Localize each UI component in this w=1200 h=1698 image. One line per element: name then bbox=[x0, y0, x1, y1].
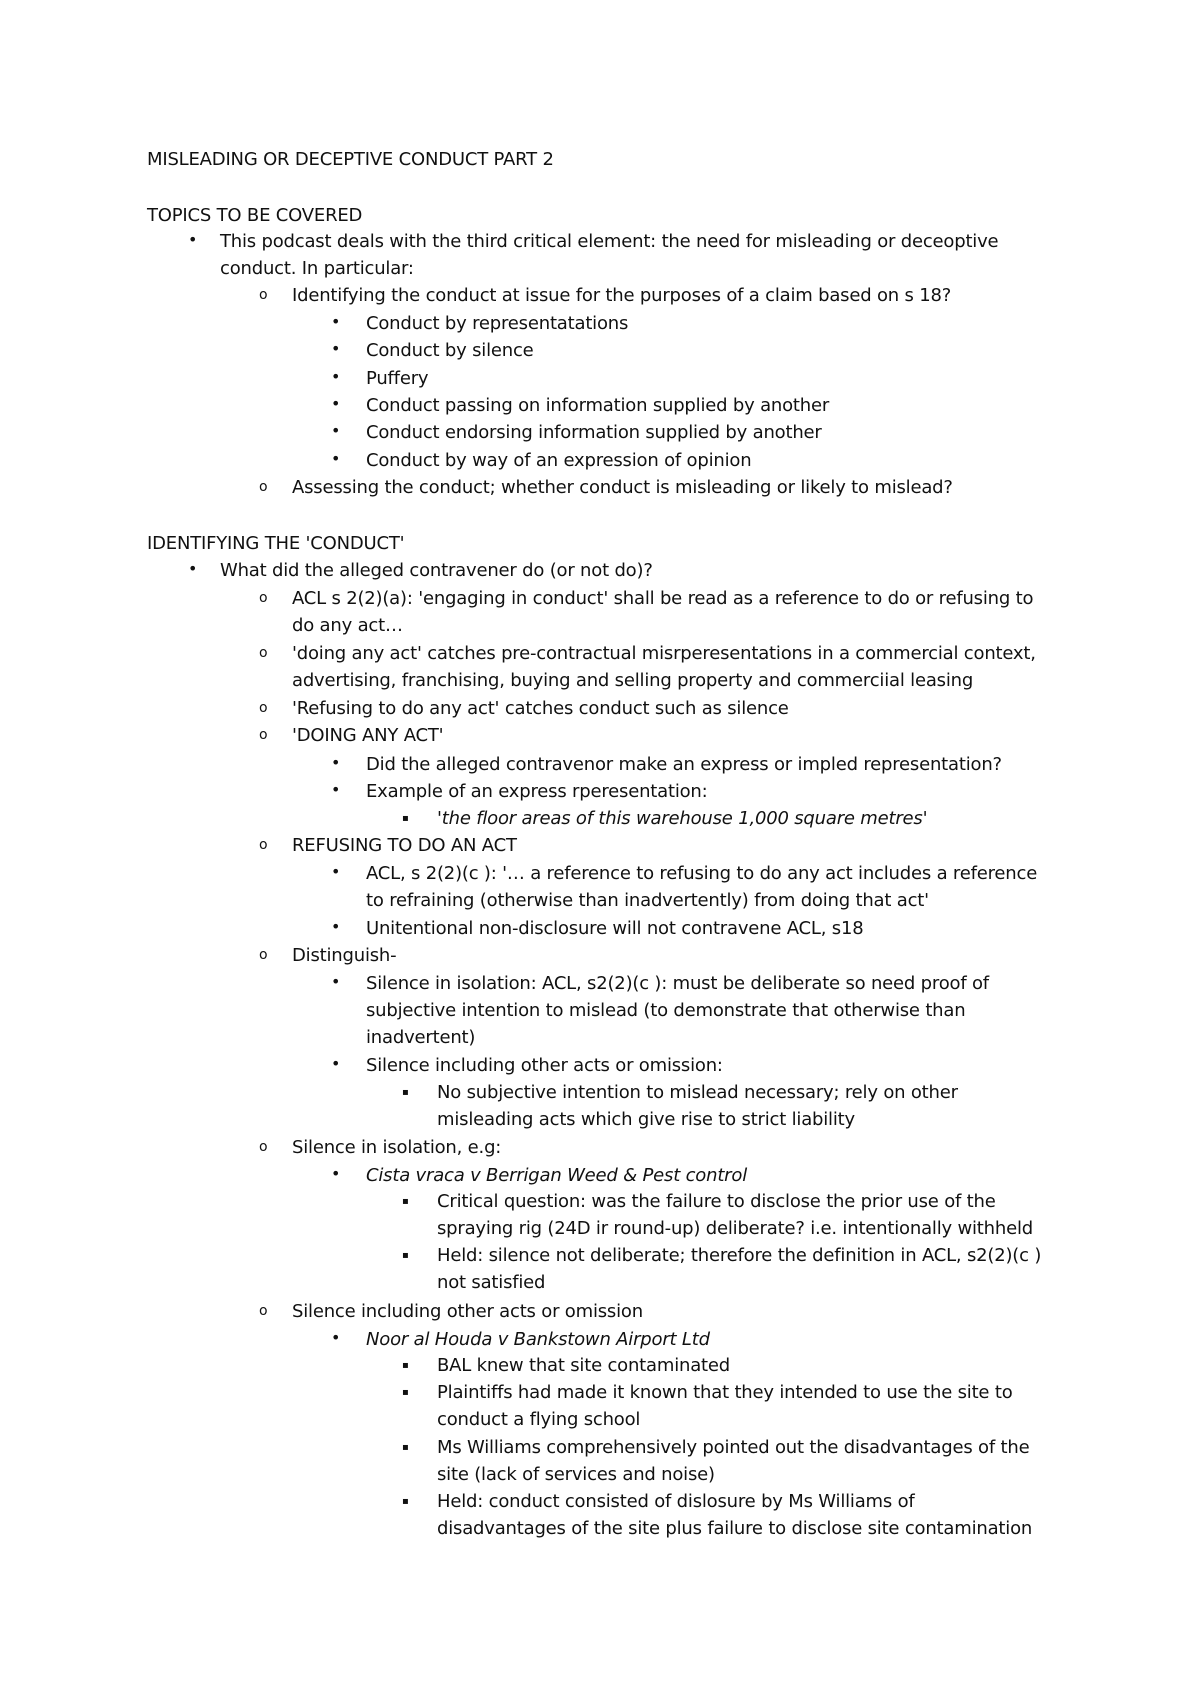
list-item-text: Conduct by way of an expression of opinion bbox=[366, 450, 752, 471]
list-item-text: Silence including other acts or omission: bbox=[366, 1055, 723, 1076]
bullet-circle: o bbox=[259, 1303, 268, 1319]
list-item-text: advertising, franchising, buying and selling property and commerciial leasing bbox=[292, 670, 974, 691]
bullet-dot: • bbox=[331, 1054, 341, 1073]
bullet-circle: o bbox=[259, 700, 268, 716]
list-item-text: 'DOING ANY ACT' bbox=[292, 725, 444, 746]
list-item-text: REFUSING TO DO AN ACT bbox=[292, 835, 517, 856]
bullet-circle: o bbox=[259, 837, 268, 853]
list-item-text: Puffery bbox=[366, 368, 429, 389]
list-item-text: Conduct by silence bbox=[366, 340, 534, 361]
bullet-dot: • bbox=[331, 367, 341, 386]
list-item-text: spraying rig (24D ir round-up) deliberate? i.e. intentionally withheld bbox=[437, 1218, 1033, 1239]
bullet-dot: • bbox=[331, 862, 341, 881]
bullet-dot: • bbox=[331, 780, 341, 799]
list-item-text: conduct a flying school bbox=[437, 1409, 641, 1430]
list-item-text: inadvertent) bbox=[366, 1027, 476, 1048]
bullet-dot: • bbox=[331, 972, 341, 991]
list-item-text: site (lack of services and noise) bbox=[437, 1464, 715, 1485]
list-item-text: Critical question: was the failure to disclose the prior use of the bbox=[437, 1191, 996, 1212]
bullet-dot: • bbox=[331, 1328, 341, 1347]
bullet-circle: o bbox=[259, 590, 268, 606]
list-item-text: Held: silence not deliberate; therefore the definition in ACL, s2(2)(c ) bbox=[437, 1245, 1042, 1266]
list-item-text: Silence in isolation, e.g: bbox=[292, 1137, 502, 1158]
list-item-text: ACL, s 2(2)(c ): '… a reference to refusing to do any act includes a reference bbox=[366, 863, 1038, 884]
list-item-text: not satisfied bbox=[437, 1272, 546, 1293]
bullet-square: ▪ bbox=[402, 1496, 409, 1507]
list-item-text: ACL s 2(2)(a): 'engaging in conduct' shall be read as a reference to do or refusing to bbox=[292, 588, 1034, 609]
bullet-dot: • bbox=[331, 753, 341, 772]
list-item-text: Did the alleged contravenor make an express or impled representation? bbox=[366, 754, 1002, 775]
bullet-dot: • bbox=[331, 394, 341, 413]
list-item-text: Silence including other acts or omission bbox=[292, 1301, 643, 1322]
list-item-text: What did the alleged contravener do (or not do)? bbox=[220, 560, 653, 581]
bullet-dot: • bbox=[331, 917, 341, 936]
list-item-text: Assessing the conduct; whether conduct is misleading or likely to mislead? bbox=[292, 477, 953, 498]
bullet-square: ▪ bbox=[402, 1087, 409, 1098]
bullet-square: ▪ bbox=[402, 1250, 409, 1261]
list-item-text: BAL knew that site contaminated bbox=[437, 1355, 731, 1376]
bullet-dot: • bbox=[188, 230, 198, 249]
bullet-dot: • bbox=[188, 559, 198, 578]
bullet-dot: • bbox=[331, 1164, 341, 1183]
section-heading: TOPICS TO BE COVERED bbox=[147, 205, 363, 226]
list-item-text: Conduct passing on information supplied by another bbox=[366, 395, 830, 416]
bullet-square: ▪ bbox=[402, 1196, 409, 1207]
bullet-circle: o bbox=[259, 727, 268, 743]
list-item-text: Identifying the conduct at issue for the purposes of a claim based on s 18? bbox=[292, 285, 952, 306]
list-item-text: This podcast deals with the third critical element: the need for misleading or deceoptive bbox=[220, 231, 999, 252]
list-item-text: do any act… bbox=[292, 615, 403, 636]
list-item-text: Ms Williams comprehensively pointed out the disadvantages of the bbox=[437, 1437, 1030, 1458]
list-item-text: Distinguish- bbox=[292, 945, 397, 966]
list-item-text: Silence in isolation: ACL, s2(2)(c ): must be deliberate so need proof of bbox=[366, 973, 989, 994]
list-item-text: Unitentional non-disclosure will not contravene ACL, s18 bbox=[366, 918, 864, 939]
bullet-dot: • bbox=[331, 339, 341, 358]
list-item-text: to refraining (otherwise than inadvertently) from doing that act' bbox=[366, 890, 929, 911]
list-item-text: 'the floor areas of this warehouse 1,000 square metres' bbox=[437, 808, 928, 829]
bullet-dot: • bbox=[331, 312, 341, 331]
list-item-text: Conduct endorsing information supplied by another bbox=[366, 422, 822, 443]
bullet-square: ▪ bbox=[402, 813, 409, 824]
bullet-circle: o bbox=[259, 1139, 268, 1155]
list-item-text: Conduct by representatations bbox=[366, 313, 629, 334]
section-heading: IDENTIFYING THE 'CONDUCT' bbox=[147, 533, 405, 554]
bullet-circle: o bbox=[259, 287, 268, 303]
bullet-square: ▪ bbox=[402, 1360, 409, 1371]
list-item-text: No subjective intention to mislead necessary; rely on other bbox=[437, 1082, 958, 1103]
bullet-circle: o bbox=[259, 947, 268, 963]
bullet-circle: o bbox=[259, 645, 268, 661]
list-item-text: subjective intention to mislead (to demonstrate that otherwise than bbox=[366, 1000, 966, 1021]
list-item-text: Plaintiffs had made it known that they intended to use the site to bbox=[437, 1382, 1013, 1403]
list-item-text: Example of an express rperesentation: bbox=[366, 781, 708, 802]
list-item-text: conduct. In particular: bbox=[220, 258, 414, 279]
list-item-text: Cista vraca v Berrigan Weed & Pest control bbox=[366, 1165, 747, 1186]
bullet-circle: o bbox=[259, 479, 268, 495]
document-title: MISLEADING OR DECEPTIVE CONDUCT PART 2 bbox=[147, 149, 554, 170]
list-item-text: 'Refusing to do any act' catches conduct such as silence bbox=[292, 698, 789, 719]
bullet-square: ▪ bbox=[402, 1387, 409, 1398]
bullet-dot: • bbox=[331, 421, 341, 440]
bullet-dot: • bbox=[331, 449, 341, 468]
list-item-text: 'doing any act' catches pre-contractual misrperesentations in a commercial context, bbox=[292, 643, 1036, 664]
list-item-text: disadvantages of the site plus failure to disclose site contamination bbox=[437, 1518, 1033, 1539]
list-item-text: misleading acts which give rise to strict liability bbox=[437, 1109, 855, 1130]
list-item-text: Held: conduct consisted of dislosure by Ms Williams of bbox=[437, 1491, 915, 1512]
list-item-text: Noor al Houda v Bankstown Airport Ltd bbox=[366, 1329, 710, 1350]
bullet-square: ▪ bbox=[402, 1442, 409, 1453]
